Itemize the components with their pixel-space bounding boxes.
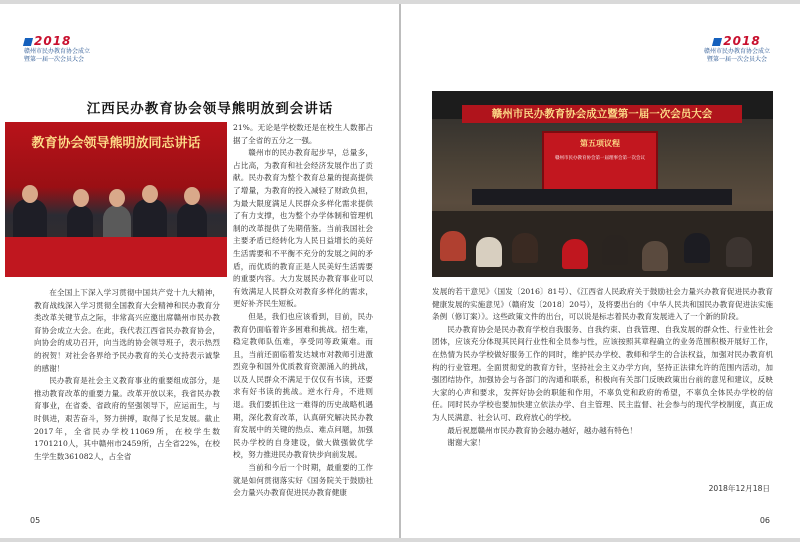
logo-year: 2018 <box>723 34 761 48</box>
paragraph: 当前和今后一个时期，最重要的工作就是如何贯彻落实好《国务院关于鼓励社会力量兴办教育促进民办教育健康 <box>233 463 373 498</box>
photo-head <box>109 189 125 207</box>
audience-person <box>602 235 628 265</box>
event-logo-right <box>692 34 782 64</box>
logo-mark <box>24 34 114 48</box>
logo-line1: 赣州市民办教育协会成立 <box>24 48 91 55</box>
page-number-right: 06 <box>759 516 770 525</box>
paragraph: 21%。无论是学校数还是在校生人数都占据了全省的五分之一强。 <box>233 123 373 145</box>
page-number-left: 05 <box>30 516 41 525</box>
logo-mark <box>692 34 782 48</box>
right-page <box>401 4 800 538</box>
article-column-1 <box>34 287 220 463</box>
stage-screen <box>542 131 658 191</box>
photo-head <box>73 189 89 207</box>
audience-person <box>726 237 752 267</box>
article-column-2 <box>233 122 373 500</box>
paragraph: 赣州市的民办教育起步早，总量多，占比高，为教育和社会经济发展作出了贡献。民办教育为整个教育总量的提高提供了增量，为教育的投入减轻了财政负担，为最大限度满足人民群众多样化需求提供了有力支撑，也为整个办学体制和管理机制的改革提供了先期借鉴。当前我国社会主要矛盾已经转化为人民日益增长的美好生活需要和不平衡不充分的发展之间的矛盾，而优质的教育正是人民美好生活需要的重要内容。大力发展民办教育事业可以有效满足人民群众对教育多样化的需求，更好补齐民生短板。 <box>233 148 373 309</box>
flag-icon <box>23 38 33 46</box>
audience-person <box>476 237 502 267</box>
photo-banner-text: 教育协会领导熊明放同志讲话 <box>31 136 201 151</box>
photo-head <box>22 185 38 203</box>
logo-line2: 暨第一届一次会员大会 <box>24 56 85 63</box>
article-title: 江西民办教育协会领导熊明放到会讲话 <box>86 101 334 117</box>
speech-date: 2018年12月18日 <box>708 484 770 493</box>
flag-icon <box>712 38 722 46</box>
audience-person <box>440 231 466 261</box>
audience-person <box>512 233 538 263</box>
screen-subtitle: 赣州市民办教育协会第一届理事会第一次会议 <box>555 156 645 161</box>
event-logo-left <box>24 34 114 64</box>
paragraph: 但是，我们也应该看到，目前，民办教育仍面临着许多困难和挑战。招生难，稳定教师队伍难，享受同等政策难。而且，当前还面临着发达城市对教师引进激烈竞争和国外优质教育资源涌入的挑战，以及人民群众不满足于仅仅有书读，还要求有好书读的挑战。逆水行舟，不进则退。我们要抓住这一难得的历史战略机遇期，深化教育改革，认真研究解决民办教育发展中的关键的热点、难点问题，加强民办学校的自身建设，做大做强做优学校，努力推进民办教育快步向前发展。 <box>233 311 373 460</box>
conference-photo <box>432 91 773 277</box>
photo-head <box>184 187 200 205</box>
logo-line2: 暨第一届一次会员大会 <box>706 56 767 63</box>
audience-person <box>562 239 588 269</box>
photo-head <box>142 185 158 203</box>
left-page <box>0 4 399 538</box>
article-column-3 <box>432 286 773 450</box>
speaker-photo <box>5 122 227 277</box>
paragraph: 最后祝愿赣州市民办教育协会越办越好，越办越有特色！ <box>447 425 638 435</box>
stage-dais <box>472 189 732 205</box>
paragraph: 民办教育是社会主义教育事业的重要组成部分，是推动教育改革的重要力量。改革开放以来，我省民办教育事业，在省委、省政府的坚强领导下，应运而生，与时俱进，艰苦奋斗，努力拼搏，取得了长足发展。截止2017年，全省民办学校11069所，在校学生数1701210人，其中赣州市2459所，占全省22%，在校生学生数361082人，占全省 <box>34 376 220 461</box>
screen-title: 第五项议程 <box>580 139 620 148</box>
paragraph: 民办教育协会是民办教育学校自我服务、自我约束、自我管理、自我发展的群众性、行业性社会团体，应该充分体现其民间行业性和全员参与性，应该按照其章程确立的业务范围积极开展好工作，在热情为民办学校做好服务工作的同时，维护民办学校、教师和学生的合法权益，加强对民办教育机构的行业管理。全面贯彻党的教育方针，坚持社会主义办学方向，坚持正法律允许的范围内活动，加强团结协作，加强协会与各部门的沟通和联系，积极向有关部门反映政策出台前的意见和建议，反映大家的心声和要求，发挥好协会的职能和作用，不辜负党和政府的希望，不辜负全体民办学校的信任。同时民办学校也要加快建立依法办学、自主管理、民主监督、社会参与的现代学校制度，真正成为人民满意、社会认可、政府放心的学校。 <box>432 324 773 422</box>
logo-line1: 赣州市民办教育协会成立 <box>703 48 770 55</box>
photo-table <box>5 237 227 277</box>
audience-person <box>684 233 710 263</box>
paragraph: 谢谢大家！ <box>447 438 486 448</box>
paragraph: 发展的若干意见》（国发〔2016〕81号）、《江西省人民政府关于鼓励社会力量兴办教育促进民办教育健康发展的实施意见》（赣府发〔2018〕20号），及将要出台的《中华人民共和国民办教育促进法实施条例（修订案）》。这些政策文件的出台，可以说是标志着民办教育发展进入了一个新的阶段。 <box>432 287 773 322</box>
logo-year: 2018 <box>34 34 72 48</box>
photo-person <box>67 205 93 241</box>
paragraph: 在全国上下深入学习贯彻中国共产党十九大精神，教育战线深入学习贯彻全国教育大会精神和民办教育分类改革关键节点之际，非常高兴应邀出席赣州市民办教育协会成立大会。在此，我代表江西省民办教育协会，向协会的成功召开，向当选的协会领导班子，表示热烈的祝贺！对社会各界给予民办教育的关心支持表示诚挚的感谢！ <box>34 288 220 373</box>
audience-person <box>642 241 668 271</box>
stage-banner-text: 赣州市民办教育协会成立暨第一届一次会员大会 <box>462 105 742 123</box>
